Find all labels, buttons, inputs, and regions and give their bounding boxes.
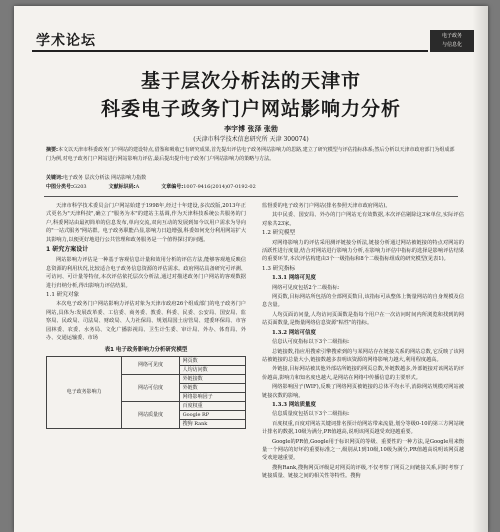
class-value: G203 xyxy=(73,184,87,190)
metadata-rule xyxy=(44,196,458,197)
abstract xyxy=(46,146,456,164)
subsubsection-title: 1.3.3 网站质量度 xyxy=(272,401,316,408)
keywords xyxy=(46,174,456,183)
table-group-cell: 网络可见度 xyxy=(122,356,179,374)
paragraph: 网站影响力评估是一种基于客观信息计量和效用分析的评估方法,能够客观地反映信息资源的利用状况,比较适合电子政务信息资源的评估需求。政府网站具备研究可评测、可访问、可计量等特征,本次评估依托层次分析法,通过对描述政务门户网站的客观数据进行归纳分析,得出影响力评估结果。 xyxy=(46,257,246,289)
table-caption: 表1 电子政务影响力分析研究模型 xyxy=(104,346,188,353)
header-rule xyxy=(32,50,428,52)
paragraph: 对网络影响力的评估采用测评链接分析法,链接分析通过网站被链接的特点对网站的活跃性进行度量,结合对网站进行影响力分析,在影响力评估中指标的选择是影响评估结果的重要环节,本次评估构建由3个一级指标和8个二级指标组成的研究模型(见表1)。 xyxy=(262,239,464,263)
id-label: 文章编号: xyxy=(161,184,184,190)
table-item-cell: 外链接数 xyxy=(179,374,245,383)
paragraph: 人均页面访问量,人均访问页面数是指每个用户在一次访问时间内所浏览和找到的网站页面数量,是衡量网络信息资源"粘性"的指标。 xyxy=(262,311,464,327)
paragraph: 搜狗Rank,搜狗网页评级是对网页的评级,不仅考察了网页之间链接关系,同时考察了链接质量、链接之间的相关性等特性。搜狗 xyxy=(262,464,464,480)
doc-label: 文献标识码: xyxy=(108,184,136,190)
table-group-cell: 网站可信度 xyxy=(122,374,179,401)
abstract-text: 本文以天津市科委政务门户网站的建设特点,借鉴和吸收已有研究成果,首先提出评估电子政务网站影响力的思路,建立了研究模型与评估指标体系;然后分析以天津市政府部门为组成部门为例,对电子政务门户网站进行网站影响力评估,最后提出提升电子政务门户网站影响力的策略与方法。 xyxy=(46,147,455,162)
article-metadata xyxy=(46,183,456,190)
article-title-line-2: 科委电子政务门户网站影响力分析 xyxy=(100,98,401,120)
table-item-cell: 外链数 xyxy=(179,383,245,392)
table-item-cell: 网络影响因子 xyxy=(179,392,245,401)
article-authors: 李宇博 张泽 张勃 xyxy=(224,124,278,133)
section-title: 1 研究方案设计 xyxy=(46,246,89,254)
paragraph: 网络影响因子(WIF),反映了网络网页被链接的总体平均水平,消除网站规模对网站被链接次数的影响。 xyxy=(262,384,464,399)
brand-line-2: 与信息化 xyxy=(441,42,462,48)
paragraph: 网页数,目标网站所包括的全部网页数目,该指标可从整体上衡量网站的自身规模及信息含量。 xyxy=(262,294,464,309)
paragraph: 总链接数,指应用搜索引擎搜索到的与某网站存在链接关系的网站总数,它反映了该网站被链接的总量大小,链接数越多表明该资源的网络影响力越大,利用程度越高。 xyxy=(262,348,464,363)
class-number xyxy=(46,183,87,190)
section-heading: 学术论坛 xyxy=(36,33,96,49)
subsubsection-title: 1.3.2 网站可信度 xyxy=(272,329,316,336)
class-label: 中图分类号: xyxy=(46,184,74,190)
right-column xyxy=(262,202,464,482)
table-item-cell: Google RP xyxy=(179,410,245,419)
paragraph: 网络可见度包括2个二级指标: xyxy=(272,284,340,291)
indicator-table xyxy=(46,356,246,429)
subsection-title: 1.2 研究模型 xyxy=(262,230,296,237)
paragraph: Google的PR值,Google用于标识网页的等级、重要性的一种方法,是Google用来衡量一个网站的好坏的重要标准之一,级别从1到10级,10级为满分,PR值越高说明该网页越受欢迎越重要。 xyxy=(262,438,464,462)
abstract-label: 摘要: xyxy=(46,147,58,153)
article-title-line-1: 基于层次分析法的天津市 xyxy=(140,70,361,92)
table-item-cell: 网页数 xyxy=(179,356,245,365)
paragraph: 监督委的电子政务门户网站(排名参照天津市政府网站)。 xyxy=(262,203,391,209)
doc-code xyxy=(109,183,140,190)
paragraph: 本次电子政务门户网站影响力评估对象为天津市政府26个组成部门的电子政务门户网站,具体为:发展改革委、工信委、商务委、教委、科委、民委、公安局、国安局、监察局、民政局、司法局、财政局、人力社保局、规划局国土房管局、建委环保局、市容园林委、农委、水务局、文化广播影视局、卫生计生委、审计局、外办、体育局、外办、交通运输委、市场 xyxy=(46,301,246,342)
subsection-title: 1.1 研究对象 xyxy=(46,292,80,299)
page-edge-shadow xyxy=(472,6,488,532)
doc-value: A xyxy=(135,184,140,190)
table-item-cell: 人均访问数 xyxy=(179,365,245,374)
id-value: 1007-9416(2014)07-0192-02 xyxy=(183,184,256,190)
brand-line-1: 电子政务 xyxy=(441,33,462,39)
table-item-cell: 搜狗 Rank xyxy=(179,419,245,428)
paragraph: 天津市科学技术委员会门户网站始建于1998年,经过十年建设,多次改版,2013年正式更名为"天津科技",确立了"服务为本"的建站主基调,作为天津科技系统公共服务的门户,科委网站由最初简单的信息发布,单向交流,双向互动的发展到如今以用户需求为导向的"一站式服务"网站群。电子政务职能凸显,影响力日趋增强,科委如何充分利用网站扩大其影响力,以便更好地进行公共管理和政务服务是一个值得探讨的问题。 xyxy=(46,203,247,243)
article-id xyxy=(161,183,256,190)
journal-page xyxy=(14,6,488,532)
table-item-cell: 百度权重 xyxy=(179,401,245,410)
paragraph: 其中民委、国安局、外办的门户网站无有效数据,本次评估剔除这3家单位,实际评估对象共23家。 xyxy=(262,212,464,227)
table-group-cell: 网站质量度 xyxy=(122,401,179,428)
keywords-label: 关键词: xyxy=(46,175,63,181)
table-root-cell: 电子政务影响力 xyxy=(47,356,122,428)
left-column xyxy=(46,202,246,429)
subsection-title: 1.3 研究指标 xyxy=(262,265,296,272)
subsubsection-title: 1.3.1 网络可见度 xyxy=(272,275,316,282)
paragraph: 百度权重,百度对网站关键词排名预计给网站带来流量,划分等级0-10的第三方网站统计排名的数据,10级为满分,PR值越高,说明该网页越受欢迎越重要。 xyxy=(262,420,464,436)
table-row xyxy=(47,356,246,365)
journal-brand-logo xyxy=(430,30,474,52)
paragraph: 信息认可度指标以下3个二级指标: xyxy=(272,339,350,346)
paragraph: 外链接,目标网站被其他外部站所链接的网页总数,外链数越多,外部链接对该网站的评价越高,影响力和知名度也越大,是网站在网络中传播信息的主要形式。 xyxy=(262,366,464,381)
keywords-text: 电子政务 层次分析法 网站影响力指数 xyxy=(63,175,147,181)
paragraph: 信息质量度包括以下3个二级指标: xyxy=(272,411,350,418)
article-affiliation: (天津市科学技术信息研究所 天津 300074) xyxy=(193,136,309,143)
